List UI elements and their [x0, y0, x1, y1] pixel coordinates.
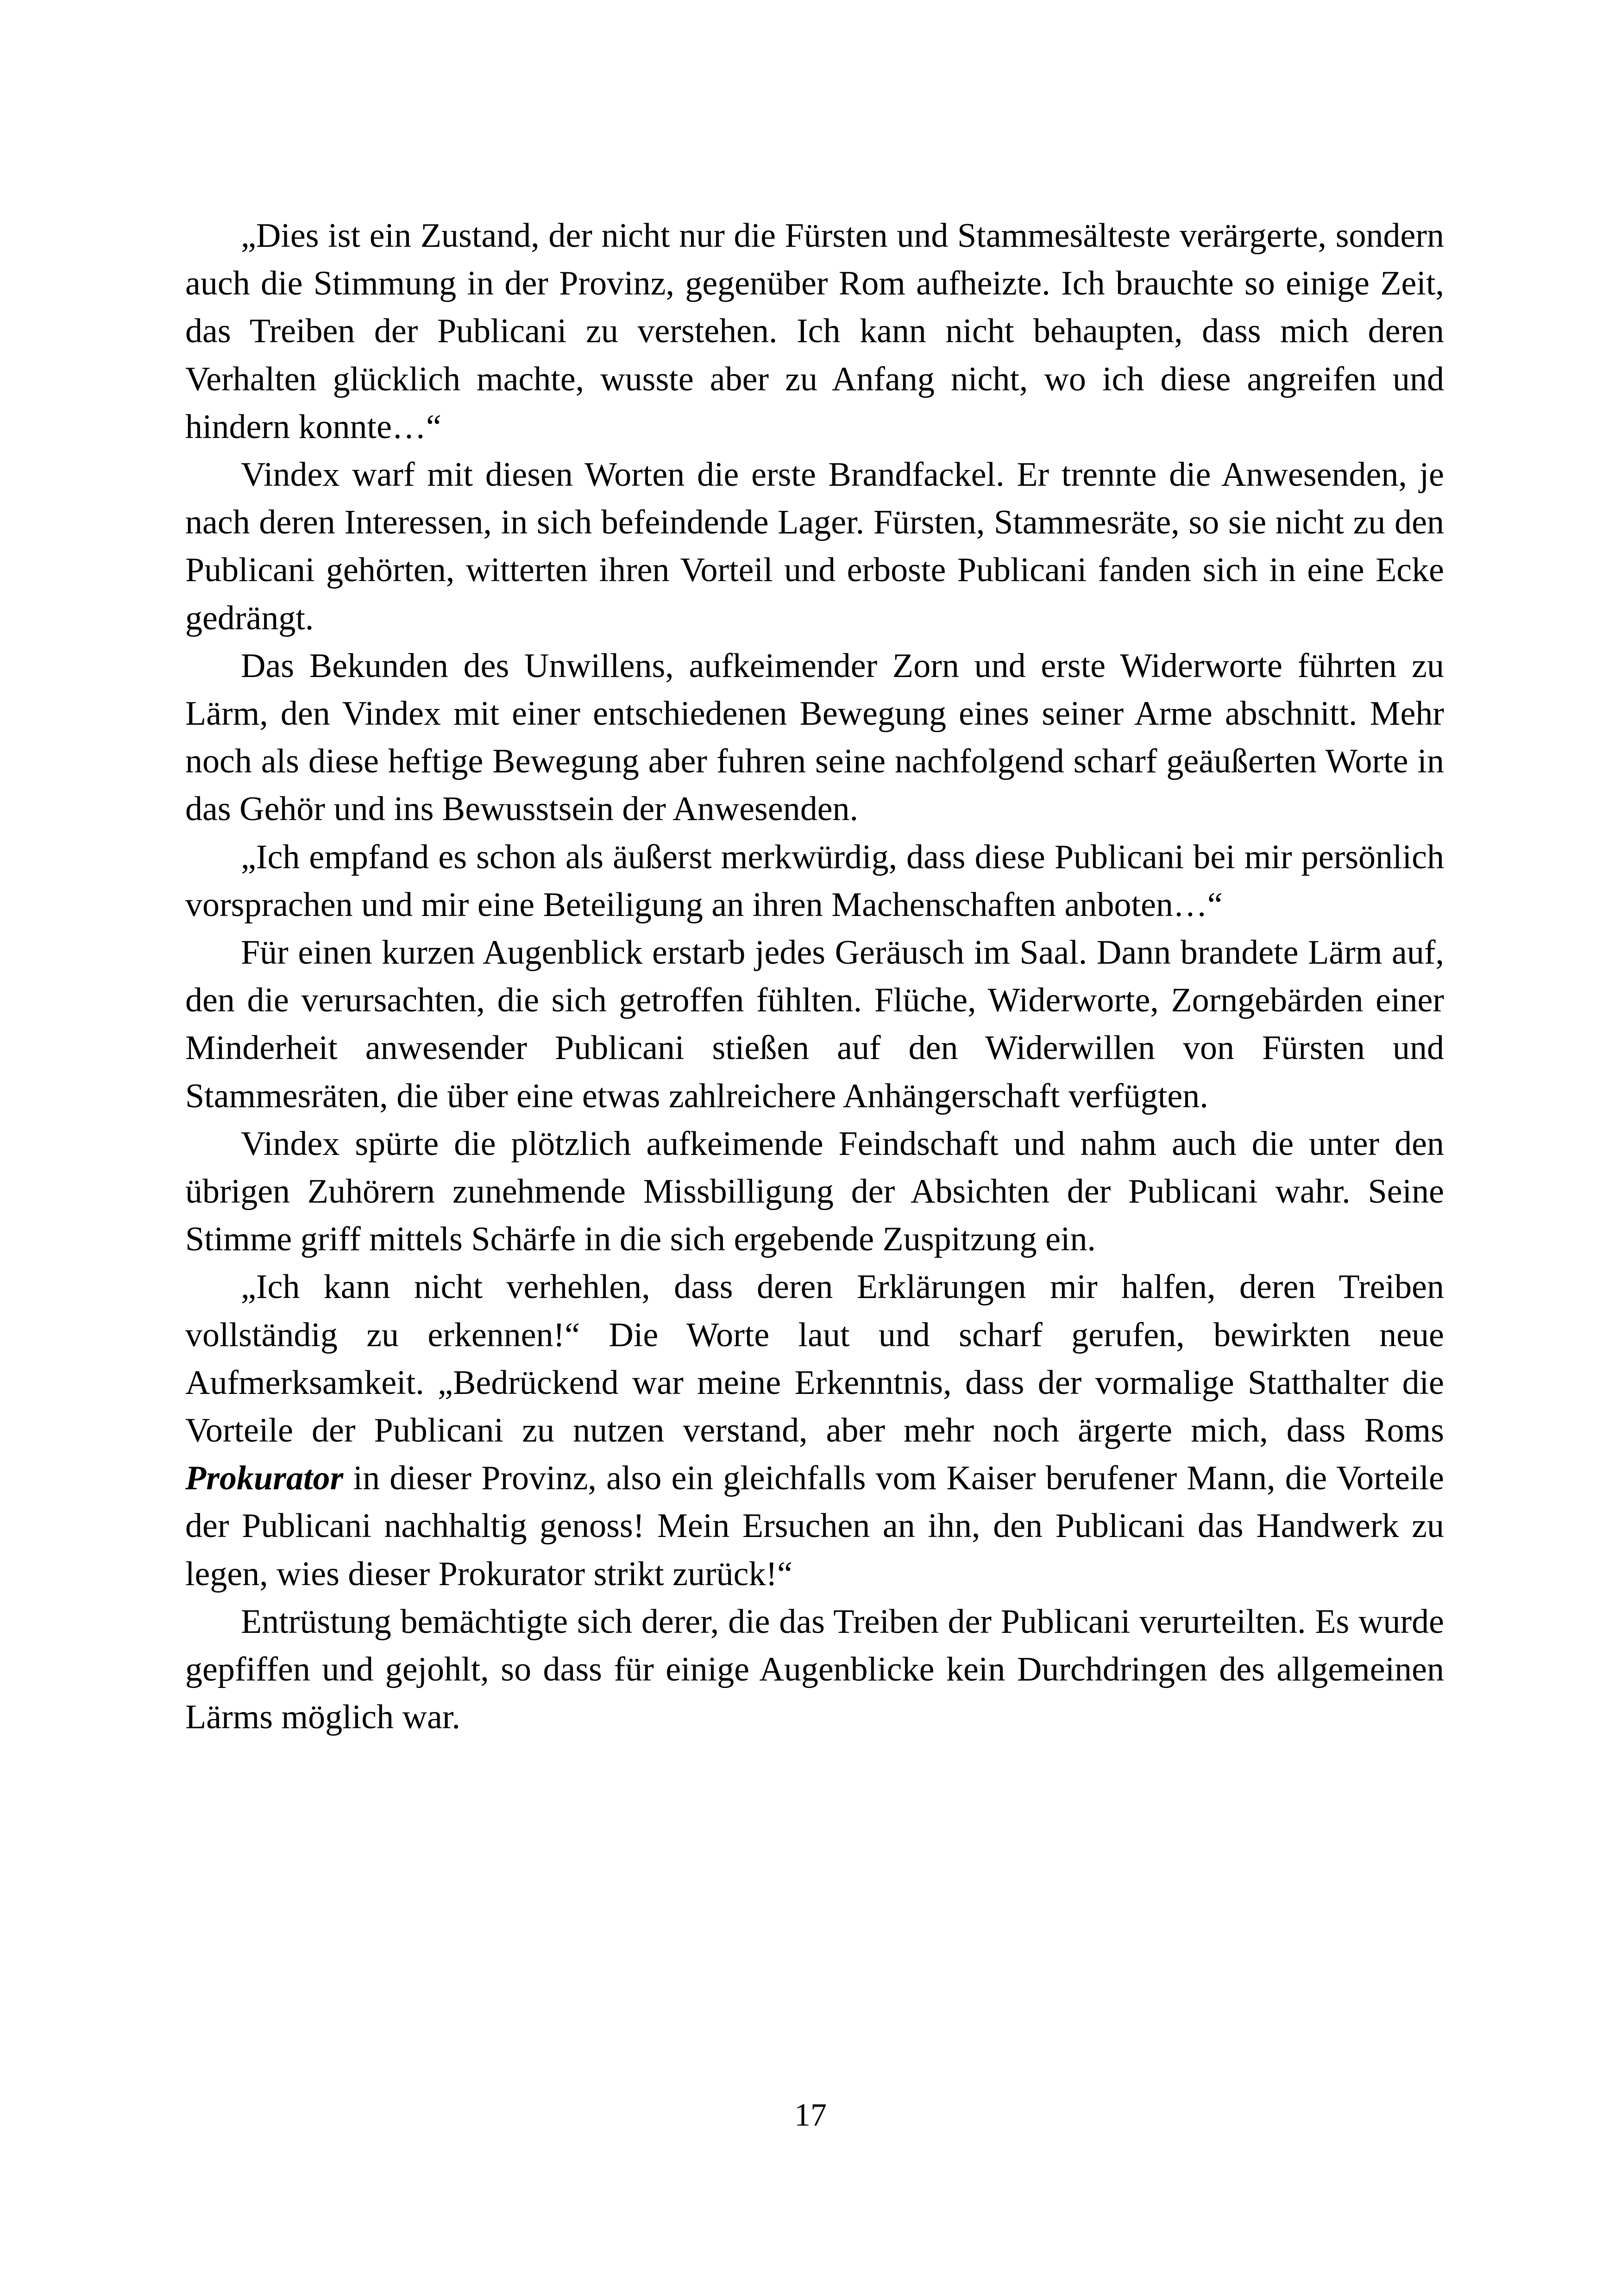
body-text	[185, 212, 1444, 1742]
paragraph: Vindex warf mit diesen Worten die erste Brandfackel. Er trennte die Anwesenden, je nach deren Interessen, in sich befeindende Lager. Fürsten, Stammesräte, so sie nicht zu den Publicani gehörten, witterten ihren Vorteil und erboste Publicani fanden sich in eine Ecke gedrängt.	[185, 456, 1444, 637]
paragraph: „Ich empfand es schon als äußerst merkwürdig, dass diese Publicani bei mir persönlich vorsprachen und mir eine Beteiligung an ihren Machenschaften anboten…“	[185, 838, 1444, 924]
paragraph-text: in dieser Provinz, also ein gleichfalls vom Kaiser berufener Mann, die Vorteile der Publicani nachhaltig genoss! Mein Ersuchen an ihn, den Publicani das Handwerk zu legen, wies dieser Prokurator strikt zurück!“	[185, 1459, 1444, 1593]
paragraph: Das Bekunden des Unwillens, aufkeimender Zorn und erste Widerworte führten zu Lärm, den Vindex mit einer entschiedenen Bewegung eines seiner Arme abschnitt. Mehr noch als diese heftige Bewegung aber fuhren seine nachfolgend scharf geäußerten Worte in das Gehör und ins Bewusstsein der Anwesenden.	[185, 646, 1444, 828]
page-number: 17	[794, 2097, 827, 2133]
paragraph: Entrüstung bemächtigte sich derer, die das Treiben der Publicani verurteilten. Es wurde gepfiffen und gejohlt, so dass für einige Augenblicke kein Durchdringen des allgemeinen Lärms möglich war.	[185, 1602, 1444, 1737]
paragraph: Für einen kurzen Augenblick erstarb jedes Geräusch im Saal. Dann brandete Lärm auf, den die verursachten, die sich getroffen fühlten. Flüche, Widerworte, Zorngebärden einer Minderheit anwesender Publicani stießen auf den Widerwillen von Fürsten und Stammesräten, die über eine etwas zahlreichere Anhängerschaft verfügten.	[185, 934, 1444, 1115]
paragraph	[185, 1263, 1444, 1598]
paragraph: „Dies ist ein Zustand, der nicht nur die Fürsten und Stammesälteste verärgerte, sondern auch die Stimmung in der Provinz, gegenüber Rom aufheizte. Ich brauchte so einige Zeit, das Treiben der Publicani zu verstehen. Ich kann nicht behaupten, dass mich deren Verhalten glücklich machte, wusste aber zu Anfang nicht, wo ich diese angreifen und hindern konnte…“	[185, 217, 1444, 446]
emphasized-term: Prokurator	[185, 1459, 344, 1498]
paragraph: Vindex spürte die plötzlich aufkeimende Feindschaft und nahm auch die unter den übrigen Zuhörern zunehmende Missbilligung der Absichten der Publicani wahr. Seine Stimme griff mittels Schärfe in die sich ergebende Zuspitzung ein.	[185, 1124, 1444, 1259]
paragraph-text: „Ich kann nicht verhehlen, dass deren Erklärungen mir halfen, deren Treiben vollständig zu erkennen!“ Die Worte laut und scharf gerufen, bewirkten neue Aufmerksamkeit. „Bedrückend war meine Erkenntnis, dass der vormalige Statthalter die Vorteile der Publicani zu nutzen verstand, aber mehr noch ärgerte mich, dass Roms	[185, 1268, 1444, 1450]
